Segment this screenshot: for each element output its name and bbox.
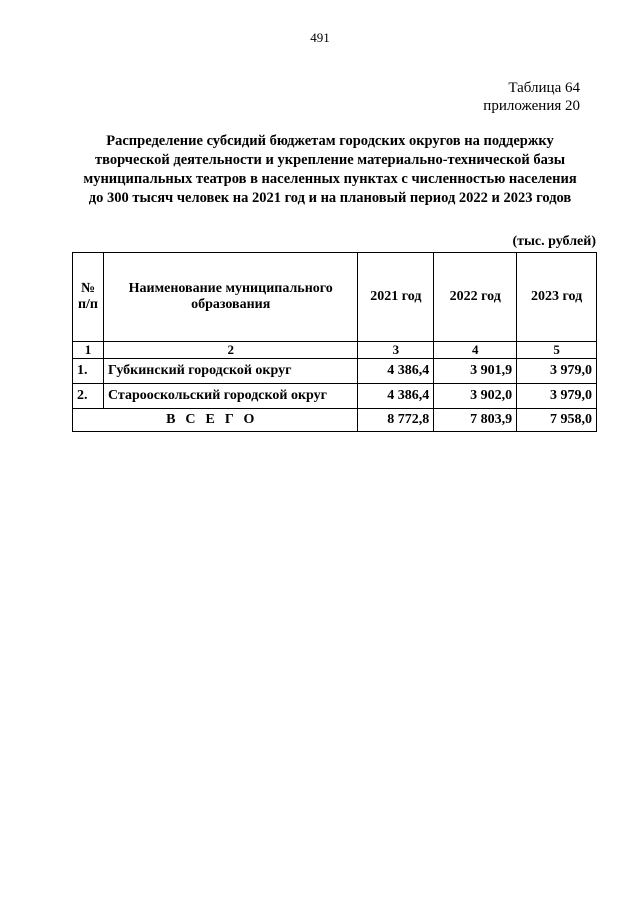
document-title [70, 132, 590, 208]
total-2023: 7 958,0 [517, 409, 597, 432]
total-row [73, 409, 597, 432]
column-index-row [73, 342, 597, 359]
value-2021: 4 386,4 [358, 384, 434, 409]
row-number: 1. [73, 359, 104, 384]
table-caption [483, 79, 580, 115]
title-line: муниципальных театров в населенных пунктах с численностью населения [83, 171, 577, 187]
header-number [73, 253, 104, 342]
column-index: 2 [103, 342, 357, 359]
table-row [73, 359, 597, 384]
units-label: (тыс. рублей) [512, 234, 596, 249]
header-name-line: образования [191, 297, 271, 312]
total-2021: 8 772,8 [358, 409, 434, 432]
header-name [103, 253, 357, 342]
value-2023: 3 979,0 [517, 384, 597, 409]
header-2022: 2022 год [434, 253, 517, 342]
value-2022: 3 901,9 [434, 359, 517, 384]
header-2021: 2021 год [358, 253, 434, 342]
row-number: 2. [73, 384, 104, 409]
value-2021: 4 386,4 [358, 359, 434, 384]
value-2022: 3 902,0 [434, 384, 517, 409]
column-index: 1 [73, 342, 104, 359]
subsidy-table [72, 252, 597, 432]
column-index: 3 [358, 342, 434, 359]
total-2022: 7 803,9 [434, 409, 517, 432]
column-index: 4 [434, 342, 517, 359]
header-row [73, 253, 597, 342]
caption-table-number: Таблица 64 [508, 80, 580, 96]
header-number-abbr: п/п [77, 297, 98, 312]
header-2023: 2023 год [517, 253, 597, 342]
table-row [73, 384, 597, 409]
page-number: 491 [310, 30, 330, 45]
title-line: Распределение субсидий бюджетам городских округов на поддержку [106, 133, 554, 149]
header-name-line: Наименование муниципального [128, 281, 333, 296]
municipality-name: Губкинский городской округ [103, 359, 357, 384]
column-index: 5 [517, 342, 597, 359]
title-line: до 300 тысяч человек на 2021 год и на плановый период 2022 и 2023 годов [88, 190, 572, 206]
municipality-name: Старооскольский городской округ [103, 384, 357, 409]
header-number-symbol: № [80, 281, 96, 296]
total-label: ВСЕГО [73, 409, 358, 432]
value-2023: 3 979,0 [517, 359, 597, 384]
title-line: творческой деятельности и укрепление материально-технической базы [94, 152, 566, 168]
caption-appendix: приложения 20 [483, 98, 580, 114]
